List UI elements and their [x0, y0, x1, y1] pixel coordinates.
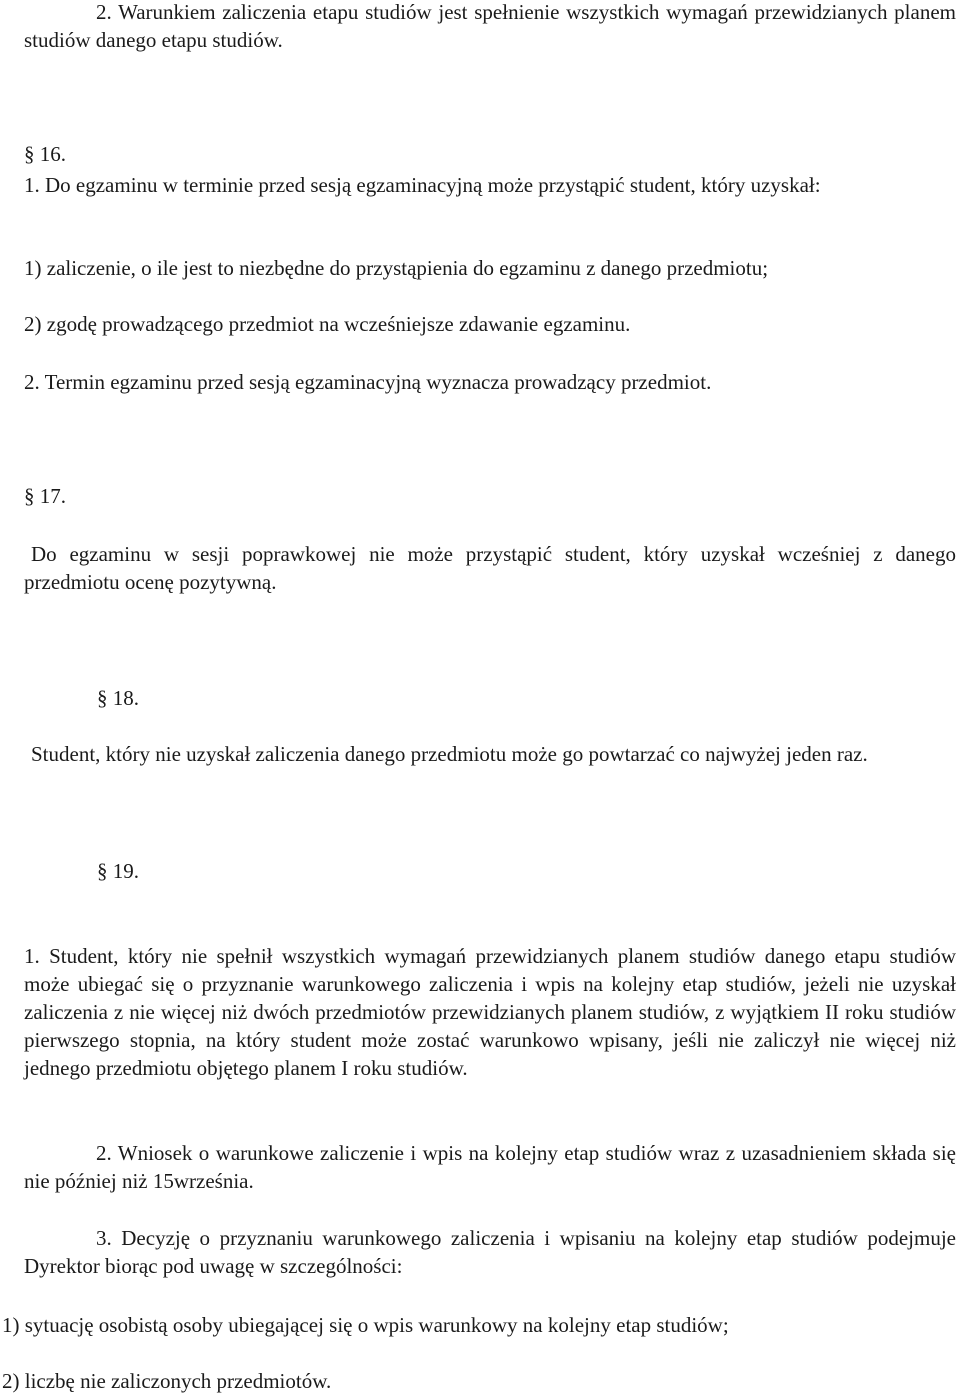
section-19-item-3: 3. Decyzję o przyznaniu warunkowego zaliczenia i wpisaniu na kolejny etap studiów podejmuje Dyrektor biorąc pod uwagę w szczególności: — [24, 1226, 956, 1278]
section-18-text: Student, który nie uzyskał zaliczenia danego przedmiotu może go powtarzać co najwyżej jeden raz. — [31, 742, 868, 766]
section-19-heading: § 19. — [97, 859, 139, 883]
section-18-heading: § 18. — [97, 686, 139, 710]
section-19-item-1: 1. Student, który nie spełnił wszystkich wymagań przewidzianych planem studiów danego etapu studiów może ubiegać się o przyznanie warunkowego zaliczenia i wpis na kolejny etap studiów, jeżeli nie uzyskał zaliczenia z nie więcej niż dwóch przedmiotów przewidzianych planem studiów, z wyjątkiem II roku studiów pierwszego stopnia, na który student może zostać warunkowo wpisany, jeśli nie zaliczył nie więcej niż jednego przedmiotu objętego planem I roku studiów. — [24, 944, 956, 1080]
section-16-subitem-1: 1) zaliczenie, o ile jest to niezbędne do przystąpienia do egzaminu z danego przedmiotu; — [24, 256, 769, 280]
section-19-subitem-2: 2) liczbę nie zaliczonych przedmiotów. — [2, 1369, 332, 1393]
section-17-heading: § 17. — [24, 484, 66, 508]
section-17-text: Do egzaminu w sesji poprawkowej nie może przystąpić student, który uzyskał wcześniej z danego przedmiotu ocenę pozytywną. — [24, 542, 956, 594]
paragraph-intro: 2. Warunkiem zaliczenia etapu studiów jest spełnienie wszystkich wymagań przewidzianych planem studiów danego etapu studiów. — [24, 0, 956, 52]
section-19-item-2: 2. Wniosek o warunkowe zaliczenie i wpis na kolejny etap studiów wraz z uzasadnieniem składa się nie później niż 15września. — [24, 1141, 956, 1193]
section-16-heading: § 16. — [24, 142, 66, 166]
section-16-subitem-2: 2) zgodę prowadzącego przedmiot na wcześniejsze zdawanie egzaminu. — [24, 312, 631, 336]
section-19-subitem-1: 1) sytuację osobistą osoby ubiegającej się o wpis warunkowy na kolejny etap studiów; — [2, 1313, 729, 1337]
section-16-item-2: 2. Termin egzaminu przed sesją egzaminacyjną wyznacza prowadzący przedmiot. — [24, 370, 712, 394]
section-16-item-1: 1. Do egzaminu w terminie przed sesją egzaminacyjną może przystąpić student, który uzyskał: — [24, 173, 821, 197]
